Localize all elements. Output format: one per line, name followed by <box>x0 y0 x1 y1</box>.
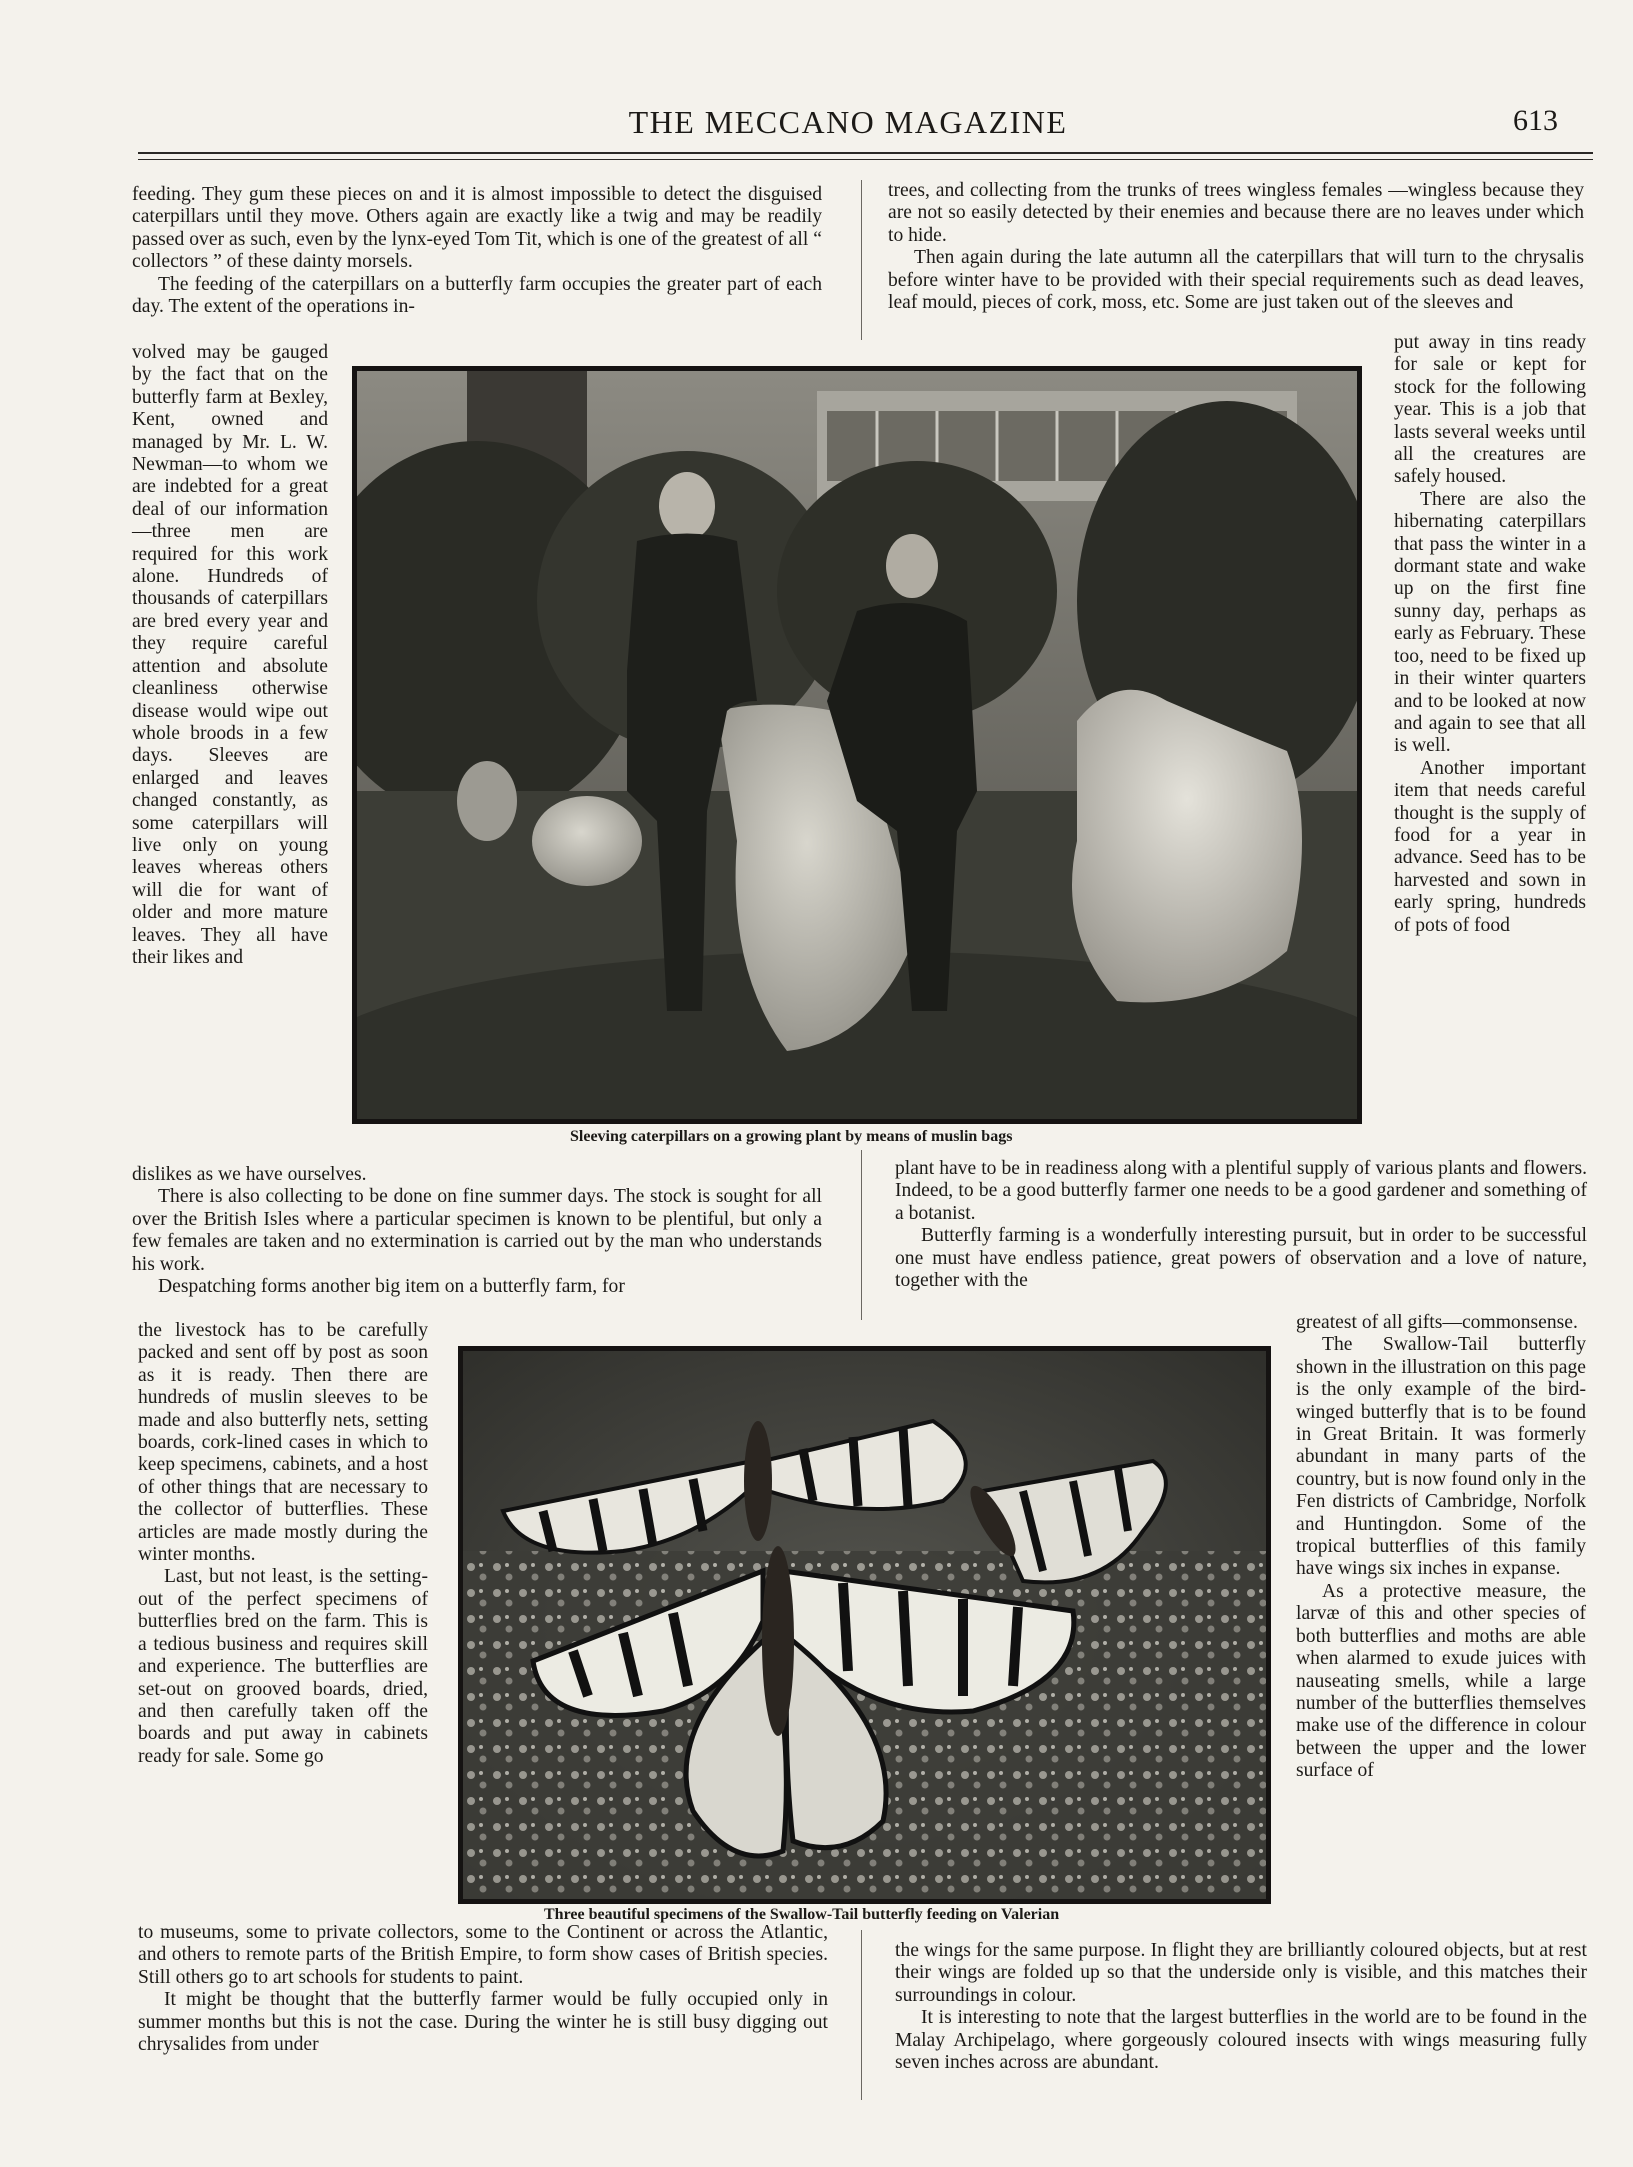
garden-photo-illustration <box>357 371 1357 1119</box>
paragraph: The Swallow-Tail butterfly shown in the illustration on this page is the only example of the bird-winged butterfly that is to be found in Great Britain. It was formerly abundant in many parts of the country, but is now found only in the Fen districts of Cambridge, Norfolk and Huntingdon. Some of the tropical butterflies of this family have wings six inches in expanse. <box>1296 1334 1586 1580</box>
right-column-wrap-2 <box>1296 1312 1586 1783</box>
column-divider <box>861 1150 862 1320</box>
page-number: 613 <box>1513 104 1558 137</box>
paragraph: There are also the hibernating caterpillars that pass the winter in a dormant state and wake up on the first fine sunny day, perhaps as early as February. These too, need to be fixed up in their winter quarters and to be looked at now and again to see that all is well. <box>1394 488 1586 757</box>
paragraph: As a protective measure, the larvæ of this and other species of both butterflies and moths are able when alarmed to exude juices with nauseating smells, while a large number of the butterflies themselves make use of the difference in colour between the upper and the lower surface of <box>1296 1580 1586 1782</box>
column-divider <box>861 180 862 340</box>
paragraph: to museums, some to private collectors, some to the Continent or across the Atlantic, and others to remote parts of the British Empire, to form show cases of British species. Still others go to art schools for students to paint. <box>138 1922 828 1988</box>
page-header <box>138 104 1558 148</box>
paragraph: greatest of all gifts—commonsense. <box>1296 1312 1578 1333</box>
garden-photo <box>352 366 1362 1124</box>
left-column-wrap <box>132 342 328 969</box>
magazine-title: THE MECCANO MAGAZINE <box>628 104 1068 140</box>
right-column-wrap <box>1394 332 1586 937</box>
right-column-bottom <box>895 1940 1587 2074</box>
paragraph: dislikes as we have ourselves. <box>132 1164 367 1185</box>
butterflies-photo <box>458 1346 1271 1904</box>
paragraph: the livestock has to be carefully packed and sent off by post as soon as it is ready. Then there are hundreds of muslin sleeves to be made and also butterfly nets, setting boards, cork-lined cases in which to keep specimens, cabinets, and a host of other things that are necessary to the collector of butterflies. These articles are made mostly during the winter months. <box>138 1320 428 1566</box>
figure-caption-butterflies: Three beautiful specimens of the Swallow-Tail butterfly feeding on Valerian <box>544 1906 1060 1923</box>
paragraph: The feeding of the caterpillars on a butterfly farm occupies the greater part of each day. The extent of the operations in- <box>132 273 822 318</box>
paragraph: Then again during the late autumn all the caterpillars that will turn to the chrysalis before winter have to be provided with their special requirements such as dead leaves, leaf mould, pieces of cork, moss, etc. Some are just taken out of the sleeves and <box>888 247 1584 314</box>
header-rule <box>138 152 1593 154</box>
paragraph: It is interesting to note that the largest butterflies in the world are to be found in the Malay Archipelago, where gorgeously coloured insects with wings measuring fully seven inches across are abundant. <box>895 2007 1587 2074</box>
paragraph: the wings for the same purpose. In flight they are brilliantly coloured objects, but at rest their wings are folded up so that the underside only is visible, and this matches their surroundings in colour. <box>895 1940 1587 2006</box>
paragraph: volved may be gauged by the fact that on the butterfly farm at Bexley, Kent, owned and managed by Mr. L. W. Newman—to whom we are indebted for a great deal of our information—three men are required for this work alone. Hundreds of thousands of caterpillars are bred every year and they require careful attention and absolute cleanliness otherwise disease would wipe out whole broods in a few days. Sleeves are enlarged and leaves changed constantly, as some caterpillars will live only on young leaves whereas others will die for want of older and more mature leaves. They all have their likes and <box>132 342 328 968</box>
right-column-top <box>888 180 1584 314</box>
figure-caption-garden: Sleeving caterpillars on a growing plant by means of muslin bags <box>570 1128 1013 1145</box>
paragraph: It might be thought that the butterfly farmer would be fully occupied only in summer months but this is not the case. During the winter he is still busy digging out chrysalides from under <box>138 1989 828 2056</box>
paragraph: plant have to be in readiness along with a plentiful supply of various plants and flowers. Indeed, to be a good butterfly farmer one needs to be a good gardener and something of a botanist. <box>895 1158 1587 1224</box>
right-column-middle <box>895 1158 1587 1292</box>
paragraph: feeding. They gum these pieces on and it is almost impossible to detect the disguised caterpillars until they move. Others again are exactly like a twig and may be readily passed over as such, even by the lynx-eyed Tom Tit, which is one of the greatest of all “ collectors ” of these dainty morsels. <box>132 184 822 273</box>
left-column-middle <box>132 1164 822 1298</box>
butterflies-photo-illustration <box>463 1351 1266 1899</box>
paragraph: Last, but not least, is the setting-out of the perfect specimens of butterflies bred on the farm. This is a tedious business and requires skill and experience. The butterflies are set-out on grooved boards, dried, and then carefully taken off the boards and put away in cabinets ready for sale. Some go <box>138 1566 428 1767</box>
header-rule-thin <box>138 159 1593 160</box>
paragraph: Butterfly farming is a wonderfully interesting pursuit, but in order to be successful one must have endless patience, great powers of observation and a love of nature, together with the <box>895 1225 1587 1292</box>
paragraph: There is also collecting to be done on fine summer days. The stock is sought for all over the British Isles where a particular specimen is known to be plentiful, but only a few females are taken and no extermination is carried out by the man who understands his work. <box>132 1186 822 1275</box>
column-divider <box>861 1930 862 2100</box>
paragraph: put away in tins ready for sale or kept for stock for the following year. This is a job that lasts several weeks until all the creatures are safely housed. <box>1394 332 1586 488</box>
paragraph: Another important item that needs careful thought is the supply of food for a year in advance. Seed has to be harvested and sown in early spring, hundreds of pots of food <box>1394 757 1586 936</box>
paragraph: trees, and collecting from the trunks of trees wingless females —wingless because they are not so easily detected by their enemies and because there are no leaves under which to hide. <box>888 180 1584 246</box>
left-column-bottom <box>138 1922 828 2056</box>
left-column-wrap-2 <box>138 1320 428 1768</box>
left-column-top <box>132 184 822 318</box>
paragraph: Despatching forms another big item on a butterfly farm, for <box>158 1276 625 1298</box>
